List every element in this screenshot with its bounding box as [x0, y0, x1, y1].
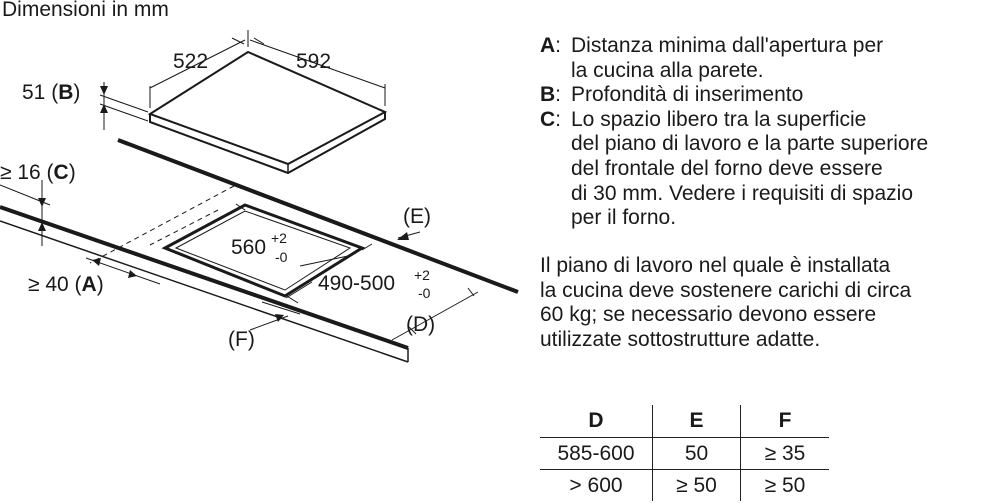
table-cell: 585-600 — [540, 438, 653, 470]
legend-key-a: A — [540, 34, 556, 57]
legend-text-a: Distanza minima dall'apertura per la cucina alla parete. — [571, 34, 884, 82]
table-cell: 50 — [653, 438, 741, 470]
legend-key-b: B — [540, 83, 556, 107]
cutout-depth-label: 490-500 — [318, 272, 396, 295]
table-header-d: D — [588, 409, 604, 432]
table-cell: ≥ 50 — [653, 470, 741, 502]
legend-text-c: Lo spazio libero tra la superficie del piano di lavoro e la parte superiore del frontale del forno deve essere di 30 mm. Vedere i requisiti di spazio per il forno. — [571, 107, 929, 230]
legend-item-b: B: Profondità di inserimento — [540, 83, 804, 107]
cutout-depth-tol-plus: +2 — [414, 267, 430, 283]
dim-width-label: 592 — [296, 50, 332, 73]
legend-item-c: C: Lo spazio libero tra la superficie del piano di lavoro e la parte superiore del frontale del forno deve essere di 30 mm. Vedere i requisiti di spazio per il forno. — [540, 107, 929, 230]
table-cell: ≥ 35 — [741, 438, 830, 470]
page-title: Dimensioni in mm — [2, 0, 169, 21]
legend-key-c: C — [540, 107, 556, 131]
dim-height-label: 51 (B) — [22, 81, 81, 104]
cutout-depth-tol-minus: -0 — [418, 285, 431, 301]
label-f: (F) — [228, 328, 255, 351]
table-cell: > 600 — [540, 470, 653, 502]
table-header-f: F — [741, 405, 830, 438]
hob-dimension-lines — [100, 30, 385, 130]
label-e: (E) — [403, 205, 431, 228]
dim-depth-label: 522 — [173, 50, 209, 73]
table-header-e: E — [653, 405, 741, 438]
cutout-width-tol-minus: -0 — [275, 249, 288, 265]
cutout-width-tol-plus: +2 — [271, 230, 287, 246]
table-header-row — [540, 405, 829, 438]
dim-clearance-label: ≥ 16 (C) — [0, 161, 76, 184]
load-note: Il piano di lavoro nel quale è installata la cucina deve sostenere carichi di circa 60 kg; se necessario devono essere utilizzate sottostrutture adatte. — [540, 254, 912, 351]
legend-item-a: A: Distanza minima dall'apertura per la cucina alla parete. — [540, 34, 884, 82]
dim-wall-label: ≥ 40 (A) — [28, 273, 104, 296]
legend — [540, 34, 928, 231]
projection-lines — [90, 186, 234, 263]
table-row — [540, 438, 829, 470]
legend-text-b: Profondità di inserimento — [571, 83, 804, 107]
table-cell: ≥ 50 — [741, 470, 830, 502]
label-d: (D) — [406, 313, 436, 336]
cutout-width-label: 560 — [231, 236, 267, 259]
table-row — [540, 470, 829, 502]
requirements-table — [540, 405, 829, 501]
